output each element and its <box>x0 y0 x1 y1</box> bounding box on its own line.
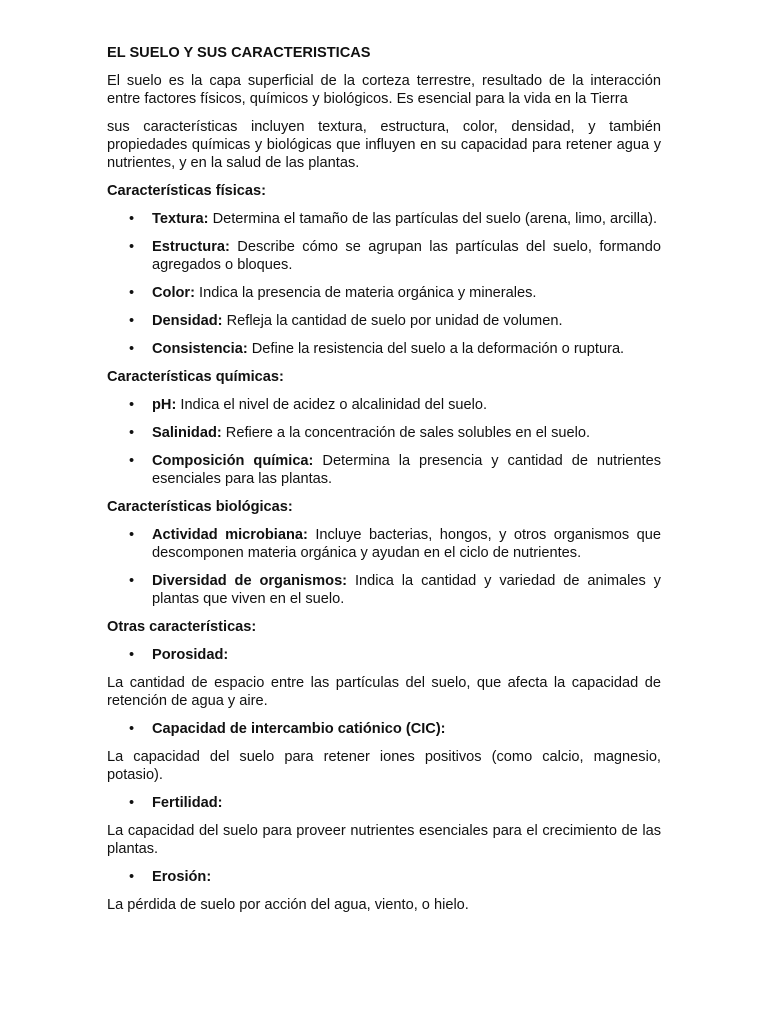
bullet-icon: • <box>129 313 135 329</box>
bullet-icon: • <box>129 239 135 255</box>
item-term: Color: <box>152 285 195 301</box>
section-heading-biologicas: Características biológicas: <box>107 499 293 515</box>
list-otras-cic <box>107 720 661 738</box>
item-term: Erosión: <box>152 869 212 885</box>
bullet-icon: • <box>129 397 135 413</box>
list-otras-porosidad <box>107 646 661 664</box>
list-otras-erosion <box>107 868 661 886</box>
item-description: Describe cómo se agrupan las partículas del suelo, formando agregados o bloques. <box>152 239 661 273</box>
list-item <box>107 720 661 738</box>
item-term: Salinidad: <box>152 425 222 441</box>
item-description: Refleja la cantidad de suelo por unidad de volumen. <box>226 313 563 329</box>
list-item <box>107 646 661 664</box>
item-term: Diversidad de organismos: <box>152 573 348 589</box>
bullet-icon: • <box>129 647 135 663</box>
bullet-icon: • <box>129 573 135 589</box>
document-title: EL SUELO Y SUS CARACTERISTICAS <box>107 45 371 61</box>
fertilidad-paragraph: La capacidad del suelo para proveer nutrientes esenciales para el crecimiento de las plantas. <box>107 823 661 857</box>
list-item <box>107 284 661 302</box>
list-item <box>107 452 661 488</box>
list-item <box>107 210 661 228</box>
document-page <box>107 44 661 924</box>
list-item <box>107 340 661 358</box>
bullet-icon: • <box>129 341 135 357</box>
item-term: Fertilidad: <box>152 795 223 811</box>
section-heading-quimicas: Características químicas: <box>107 369 284 385</box>
item-description: Indica la cantidad y variedad de animales y plantas que viven en el suelo. <box>152 573 661 607</box>
bullet-icon: • <box>129 285 135 301</box>
item-term: Textura: <box>152 211 209 227</box>
bullet-icon: • <box>129 425 135 441</box>
list-item <box>107 526 661 562</box>
erosion-paragraph: La pérdida de suelo por acción del agua, viento, o hielo. <box>107 897 469 913</box>
list-item <box>107 312 661 330</box>
intro-paragraph-1: El suelo es la capa superficial de la corteza terrestre, resultado de la interacción entre factores físicos, químicos y biológicos. Es esencial para la vida en la Tierra <box>107 73 661 107</box>
list-item <box>107 868 661 886</box>
porosidad-paragraph: La cantidad de espacio entre las partículas del suelo, que afecta la capacidad de retención de agua y aire. <box>107 675 661 709</box>
item-term: Densidad: <box>152 313 223 329</box>
item-term: pH: <box>152 397 177 413</box>
item-term: Actividad microbiana: <box>152 527 308 543</box>
item-description: Indica el nivel de acidez o alcalinidad del suelo. <box>180 397 488 413</box>
list-item <box>107 396 661 414</box>
intro-paragraph-2: sus características incluyen textura, estructura, color, densidad, y también propiedades químicas y biológicas que influyen en su capacidad para retener agua y nutrientes, y en la salud de las plantas. <box>107 119 661 171</box>
bullet-icon: • <box>129 795 135 811</box>
bullet-icon: • <box>129 211 135 227</box>
item-term: Porosidad: <box>152 647 229 663</box>
item-term: Composición química: <box>152 453 314 469</box>
bullet-icon: • <box>129 527 135 543</box>
item-term: Capacidad de intercambio catiónico (CIC): <box>152 721 446 737</box>
item-description: Define la resistencia del suelo a la deformación o ruptura. <box>251 341 625 357</box>
list-item <box>107 424 661 442</box>
list-item <box>107 572 661 608</box>
item-description: Refiere a la concentración de sales solubles en el suelo. <box>225 425 591 441</box>
item-term: Consistencia: <box>152 341 248 357</box>
list-biologicas <box>107 526 661 608</box>
item-description: Incluye bacterias, hongos, y otros organismos que descomponen materia orgánica y ayudan en el ciclo de nutrientes. <box>152 527 661 561</box>
list-item <box>107 238 661 274</box>
list-fisicas <box>107 210 661 358</box>
list-quimicas <box>107 396 661 488</box>
item-description: Indica la presencia de materia orgánica y minerales. <box>199 285 537 301</box>
list-item <box>107 794 661 812</box>
item-description: Determina el tamaño de las partículas del suelo (arena, limo, arcilla). <box>212 211 658 227</box>
section-heading-otras: Otras características: <box>107 619 257 635</box>
bullet-icon: • <box>129 869 135 885</box>
cic-paragraph: La capacidad del suelo para retener iones positivos (como calcio, magnesio, potasio). <box>107 749 661 783</box>
item-term: Estructura: <box>152 239 230 255</box>
bullet-icon: • <box>129 453 135 469</box>
bullet-icon: • <box>129 721 135 737</box>
item-description: Determina la presencia y cantidad de nutrientes esenciales para las plantas. <box>152 453 662 487</box>
section-heading-fisicas: Características físicas: <box>107 183 267 199</box>
list-otras-fertilidad <box>107 794 661 812</box>
